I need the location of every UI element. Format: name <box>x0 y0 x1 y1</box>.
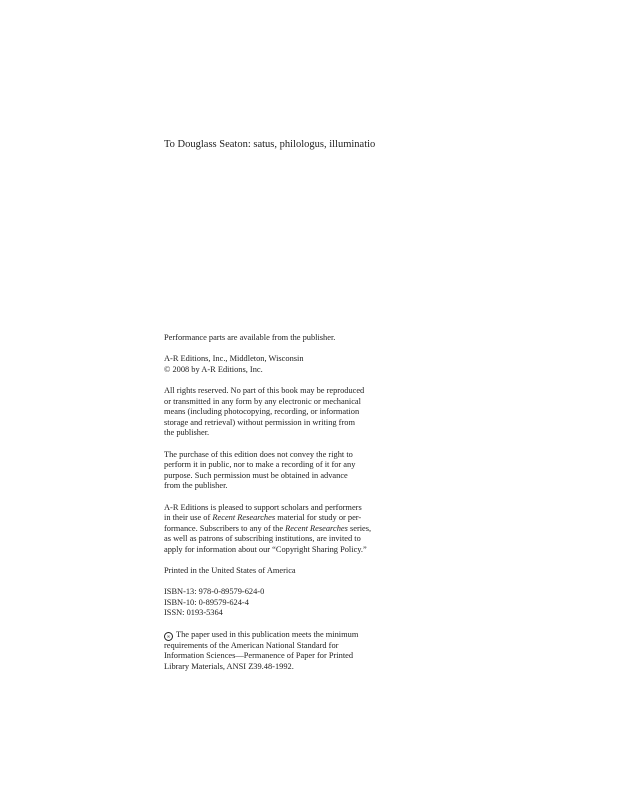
rights-line: storage and retrieval) without permission in writing from <box>164 417 355 427</box>
support-paragraph <box>164 503 424 556</box>
publisher-line: A-R Editions, Inc., Middleton, Wisconsin <box>164 354 304 364</box>
paper-line: Library Materials, ANSI Z39.48-1992. <box>164 661 294 671</box>
issn: ISSN: 0193-5364 <box>164 608 223 618</box>
copyright-colophon <box>164 333 424 683</box>
paper-line: ∞ The paper used in this publication meets the minimum <box>164 630 424 641</box>
rights-line: All rights reserved. No part of this book may be reproduced <box>164 385 365 395</box>
series-title: Recent Researches <box>212 513 276 523</box>
identifiers-block <box>164 587 424 619</box>
rights-line: the publisher. <box>164 428 210 438</box>
publisher-block <box>164 354 424 375</box>
performance-note: Performance parts are available from the publisher. <box>164 333 336 342</box>
support-line: as well as patrons of subscribing institutions, are invited to <box>164 534 361 544</box>
paper-line: Information Sciences—Permanence of Paper for Printed <box>164 651 354 661</box>
support-line: A-R Editions is pleased to support scholars and performers <box>164 502 362 512</box>
support-line: formance. Subscribers to any of the Recent Researches series, <box>164 523 372 533</box>
copyright-line: © 2008 by A-R Editions, Inc. <box>164 364 263 374</box>
purchase-line: purpose. Such permission must be obtained in advance <box>164 470 348 480</box>
purchase-paragraph <box>164 450 424 492</box>
purchase-line: perform it in public, nor to make a recording of it for any <box>164 460 356 470</box>
rights-line: means (including photocopying, recording, or information <box>164 407 360 417</box>
paper-line: requirements of the American National Standard for <box>164 640 339 650</box>
support-line: in their use of Recent Researches material for study or per- <box>164 513 362 523</box>
rights-line: or transmitted in any form by any electronic or mechanical <box>164 396 361 406</box>
isbn-10: ISBN-10: 0-89579-624-4 <box>164 597 249 607</box>
series-title: Recent Researches <box>285 523 348 533</box>
support-line: apply for information about our “Copyright Sharing Policy.” <box>164 544 367 554</box>
paper-paragraph <box>164 630 424 673</box>
permanent-paper-icon: ∞ <box>164 632 173 641</box>
purchase-line: from the publisher. <box>164 481 228 491</box>
printed-note: Printed in the United States of America <box>164 566 296 576</box>
rights-paragraph <box>164 386 424 439</box>
isbn-13: ISBN-13: 978-0-89579-624-0 <box>164 587 265 597</box>
dedication: To Douglass Seaton: satus, philologus, illuminatio <box>164 139 376 150</box>
purchase-line: The purchase of this edition does not convey the right to <box>164 449 353 459</box>
